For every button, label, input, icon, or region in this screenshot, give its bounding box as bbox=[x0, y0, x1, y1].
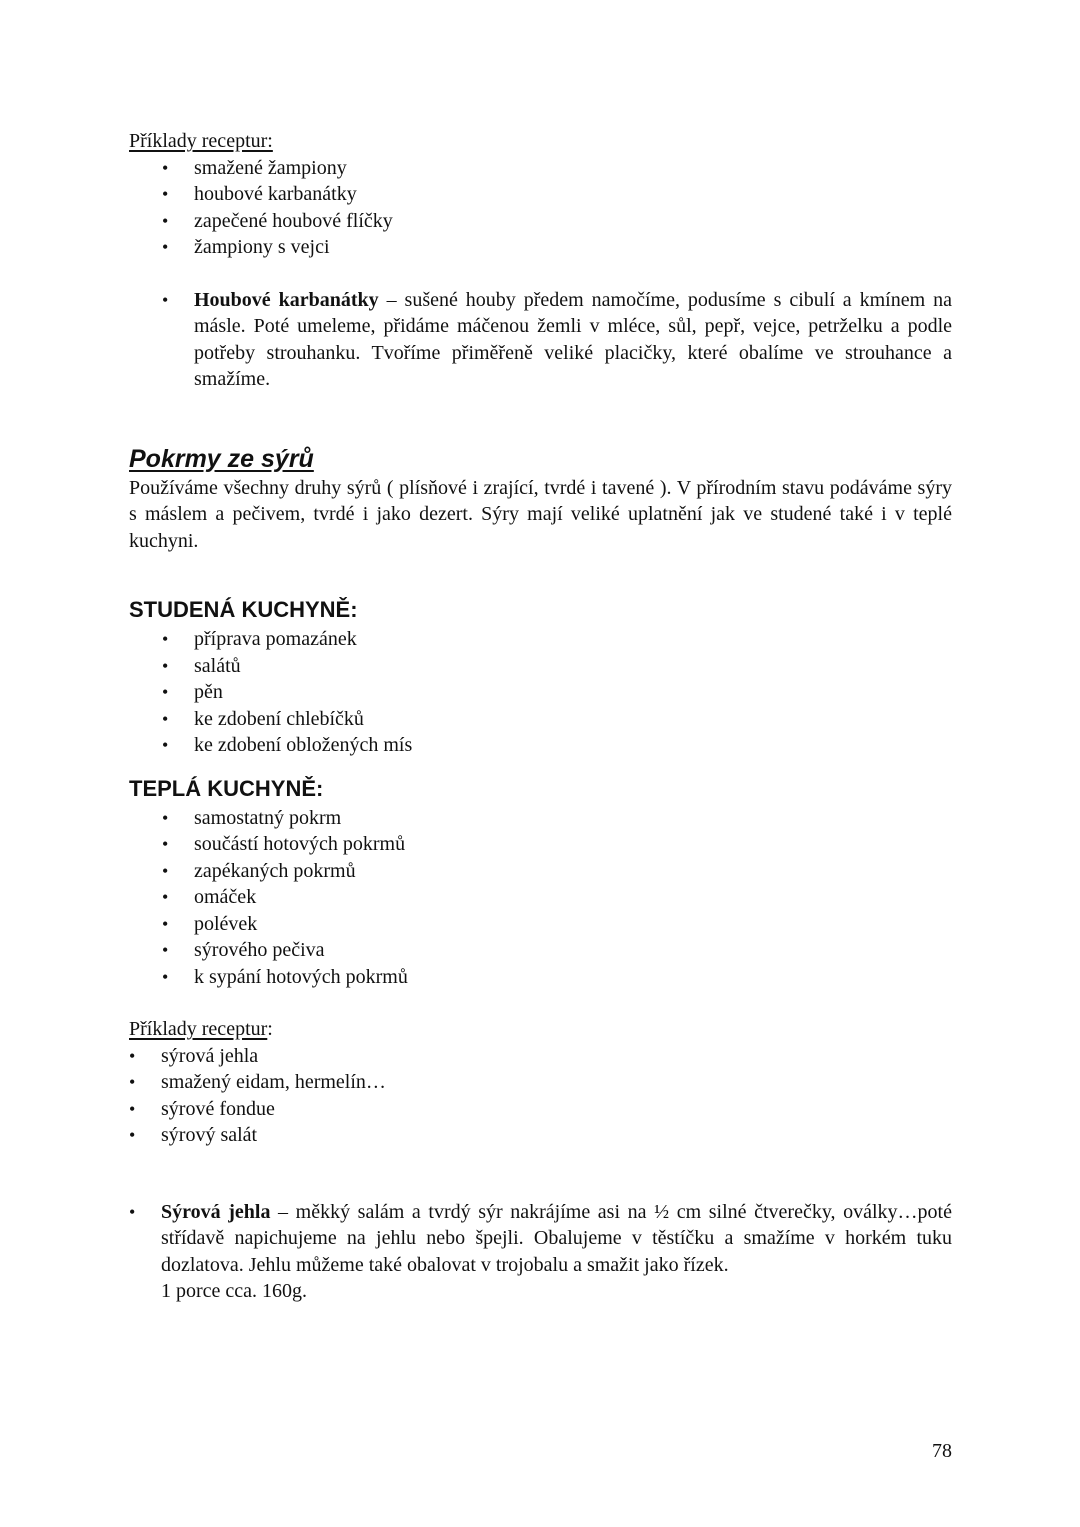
list-item: • sýrové fondue bbox=[129, 1096, 952, 1123]
bullet-icon: • bbox=[129, 1045, 136, 1066]
cheese-examples-heading: Příklady receptur: bbox=[129, 1018, 273, 1040]
list-item: • sýrového pečiva bbox=[129, 937, 952, 964]
list-item: • žampiony s vejci bbox=[129, 234, 952, 261]
list-item: • houbové karbanátky bbox=[129, 181, 952, 208]
bullet-icon: • bbox=[162, 237, 169, 257]
bullet-icon: • bbox=[129, 1072, 136, 1092]
cold-kitchen-title: STUDENÁ KUCHYNĚ: bbox=[129, 597, 358, 622]
bullet-icon: • bbox=[162, 655, 169, 676]
list-item: • smažené žampiony bbox=[129, 155, 952, 182]
list-item: • samostatný pokrm bbox=[129, 805, 952, 832]
list-item: • zapečené houbové flíčky bbox=[129, 208, 952, 235]
recipe-paragraph bbox=[129, 1199, 952, 1279]
bullet-icon: • bbox=[162, 735, 169, 755]
recipe-paragraph bbox=[129, 287, 952, 393]
cold-kitchen-list bbox=[129, 626, 952, 759]
bullet-icon: • bbox=[162, 966, 169, 987]
list-item: • sýrový salát bbox=[129, 1122, 952, 1149]
list-item: • součástí hotových pokrmů bbox=[129, 831, 952, 858]
list-item: • příprava pomazánek bbox=[129, 626, 952, 653]
bullet-icon: • bbox=[162, 210, 169, 231]
bullet-icon: • bbox=[129, 1098, 136, 1119]
bullet-icon: • bbox=[162, 682, 169, 702]
warm-kitchen-title: TEPLÁ KUCHYNĚ: bbox=[129, 775, 324, 801]
bullet-icon: • bbox=[162, 708, 169, 729]
bullet-icon: • bbox=[162, 860, 169, 881]
mushroom-examples-list bbox=[129, 155, 952, 261]
warm-kitchen-list bbox=[129, 805, 952, 991]
cheese-examples-list bbox=[129, 1043, 952, 1149]
list-item: • salátů bbox=[129, 653, 952, 680]
mushroom-examples-heading: Příklady receptur: bbox=[129, 130, 273, 152]
list-item: • ke zdobení obložených mís bbox=[129, 732, 952, 759]
bullet-icon: • bbox=[162, 157, 169, 178]
recipe-name: Houbové karbanátky bbox=[194, 288, 379, 311]
list-item: • pěn bbox=[129, 679, 952, 706]
cheese-intro-paragraph: Používáme všechny druhy sýrů ( plísňové i zrající, tvrdé i tavené ). V přírodním stavu podáváme sýry s máslem a pečivem, tvrdé i jako dezert. Sýry mají veliké uplatnění jak ve studené také i v teplé kuchyni. bbox=[129, 476, 952, 552]
bullet-icon: • bbox=[162, 887, 169, 907]
bullet-icon: • bbox=[162, 289, 169, 310]
recipe-text: – sušené houby předem namočíme, podusíme s cibulí a kmínem na másle. Poté umeleme, přidáme máčenou žemli v mléce, sůl, pepř, vejce, petrželku a podle potřeby strouhanku. Tvoříme přiměřeně veliké placičky, které obalíme ve strouhance a smažíme. bbox=[194, 288, 952, 390]
recipe-name: Sýrová jehla bbox=[161, 1200, 271, 1223]
list-item: • sýrová jehla bbox=[129, 1043, 952, 1070]
recipe-portion: 1 porce cca. 160g. bbox=[161, 1280, 308, 1302]
page-number: 78 bbox=[932, 1440, 952, 1462]
list-item: • smažený eidam, hermelín… bbox=[129, 1069, 952, 1096]
bullet-icon: • bbox=[162, 834, 169, 854]
bullet-icon: • bbox=[129, 1201, 136, 1222]
bullet-icon: • bbox=[162, 629, 169, 649]
bullet-icon: • bbox=[162, 184, 169, 204]
bullet-icon: • bbox=[162, 940, 169, 960]
document-page bbox=[129, 128, 952, 1305]
recipe-text: – měkký salám a tvrdý sýr nakrájíme asi na ½ cm silné čtverečky, oválky…poté střídavě napichujeme na jehlu nebo špejli. Obalujeme v těstíčku a smažíme v horkém tuku dozlatova. Jehlu můžeme také obalovat v trojobalu a smažit jako řízek. bbox=[161, 1200, 952, 1276]
list-item: • zapékaných pokrmů bbox=[129, 858, 952, 885]
cheese-recipe bbox=[129, 1199, 952, 1305]
list-item: • omáček bbox=[129, 884, 952, 911]
bullet-icon: • bbox=[162, 807, 169, 828]
list-item: • polévek bbox=[129, 911, 952, 938]
list-item: • ke zdobení chlebíčků bbox=[129, 706, 952, 733]
cheese-section-title: Pokrmy ze sýrů bbox=[129, 444, 314, 473]
list-item: • k sypání hotových pokrmů bbox=[129, 964, 952, 991]
bullet-icon: • bbox=[162, 913, 169, 934]
mushroom-recipe bbox=[129, 287, 952, 393]
bullet-icon: • bbox=[129, 1125, 136, 1145]
